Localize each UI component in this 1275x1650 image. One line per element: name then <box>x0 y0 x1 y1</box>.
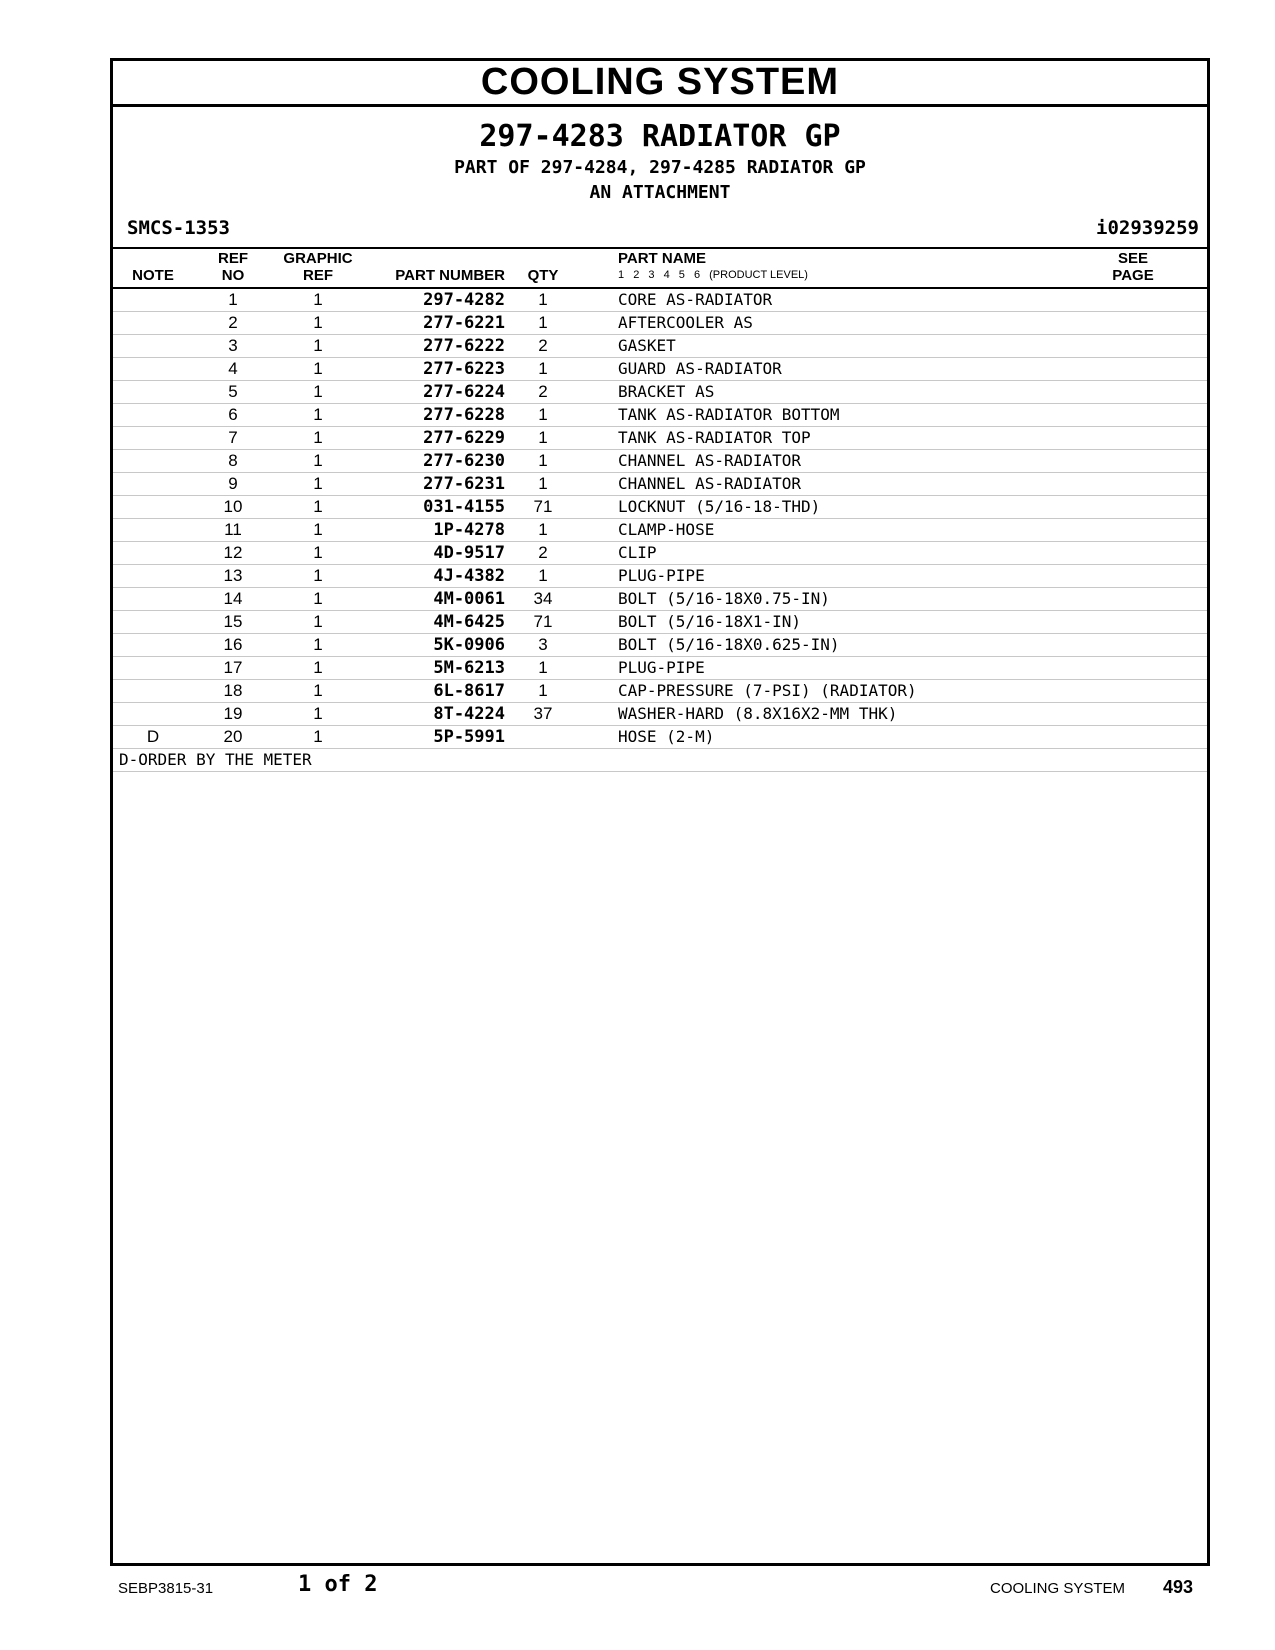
table-row <box>113 312 1207 335</box>
table-row <box>113 335 1207 358</box>
row-part-number: 277-6229 <box>423 428 505 448</box>
table-header <box>113 247 1207 289</box>
row-part-name: CHANNEL AS-RADIATOR <box>618 451 802 470</box>
header-graphic-line2: REF <box>303 267 333 284</box>
row-ref-no: 15 <box>223 612 243 631</box>
header-note: NOTE <box>132 267 174 284</box>
row-qty: 1 <box>538 451 548 470</box>
header-see-line2: PAGE <box>1112 267 1154 284</box>
row-part-name: AFTERCOOLER AS <box>618 313 753 332</box>
row-ref-no: 7 <box>228 428 238 447</box>
level-3: 3 <box>648 269 655 281</box>
table-row <box>113 404 1207 427</box>
row-ref-no: 5 <box>228 382 238 401</box>
row-part-name: LOCKNUT (5/16-18-THD) <box>618 497 821 516</box>
table-row <box>113 358 1207 381</box>
row-ref-no: 19 <box>223 704 243 723</box>
row-ref-no: 11 <box>224 520 242 539</box>
table-row <box>113 634 1207 657</box>
row-qty: 2 <box>538 336 548 355</box>
row-part-name: BOLT (5/16-18X0.75-IN) <box>618 589 830 608</box>
row-ref-no: 10 <box>223 497 243 516</box>
header-ref-line1: REF <box>218 250 248 267</box>
row-ref-no: 13 <box>223 566 243 585</box>
row-qty: 1 <box>538 359 548 378</box>
row-graphic-ref: 1 <box>313 727 323 746</box>
row-part-name: BRACKET AS <box>618 382 715 401</box>
header-part-number: PART NUMBER <box>395 267 505 284</box>
row-ref-no: 4 <box>228 359 238 378</box>
row-part-number: 277-6228 <box>423 405 505 425</box>
attachment-line: AN ATTACHMENT <box>589 182 731 203</box>
row-ref-no: 12 <box>223 543 243 562</box>
row-qty: 2 <box>538 382 548 401</box>
row-qty: 1 <box>538 681 548 700</box>
row-part-number: 5K-0906 <box>433 635 505 655</box>
table-row <box>113 542 1207 565</box>
row-part-name: PLUG-PIPE <box>618 658 705 677</box>
row-graphic-ref: 1 <box>313 681 323 700</box>
row-graphic-ref: 1 <box>313 520 323 539</box>
row-graphic-ref: 1 <box>313 566 323 585</box>
row-graphic-ref: 1 <box>313 451 323 470</box>
group-title: 297-4283 RADIATOR GP <box>479 119 841 154</box>
row-ref-no: 6 <box>228 405 238 424</box>
footnote: D-ORDER BY THE METER <box>113 749 1207 772</box>
table-row <box>113 657 1207 680</box>
row-ref-no: 17 <box>223 658 243 677</box>
header-graphic-line1: GRAPHIC <box>283 250 353 267</box>
product-levels <box>618 269 808 281</box>
row-part-name: CORE AS-RADIATOR <box>618 290 773 309</box>
row-graphic-ref: 1 <box>313 313 323 332</box>
parts-page-frame <box>110 58 1210 1566</box>
row-qty: 1 <box>538 658 548 677</box>
row-qty: 1 <box>538 566 548 585</box>
row-graphic-ref: 1 <box>313 405 323 424</box>
table-row <box>113 726 1207 749</box>
header-ref-no <box>208 250 258 284</box>
row-qty: 1 <box>538 520 548 539</box>
row-part-number: 4M-0061 <box>433 589 505 609</box>
product-level-label: (PRODUCT LEVEL) <box>709 269 808 281</box>
header-see-page <box>1103 250 1163 284</box>
row-qty: 2 <box>538 543 548 562</box>
row-part-number: 031-4155 <box>423 497 505 517</box>
row-ref-no: 16 <box>223 635 243 654</box>
row-graphic-ref: 1 <box>313 635 323 654</box>
smcs-code: SMCS-1353 <box>127 217 230 239</box>
row-graphic-ref: 1 <box>313 428 323 447</box>
row-part-number: 4J-4382 <box>433 566 505 586</box>
footer-doc-number: SEBP3815-31 <box>118 1580 214 1597</box>
row-graphic-ref: 1 <box>313 612 323 631</box>
header-ref-line2: NO <box>221 267 245 284</box>
table-row <box>113 565 1207 588</box>
row-part-number: 277-6223 <box>423 359 505 379</box>
row-qty: 34 <box>533 589 553 608</box>
table-row <box>113 427 1207 450</box>
footer-section: COOLING SYSTEM <box>990 1580 1126 1597</box>
row-part-number: 5P-5991 <box>433 727 505 747</box>
row-ref-no: 2 <box>228 313 238 332</box>
row-qty: 1 <box>538 405 548 424</box>
table-row <box>113 289 1207 312</box>
row-part-number: 4M-6425 <box>433 612 505 632</box>
row-graphic-ref: 1 <box>313 336 323 355</box>
row-graphic-ref: 1 <box>313 704 323 723</box>
table-row <box>113 703 1207 726</box>
row-part-name: CAP-PRESSURE (7-PSI) (RADIATOR) <box>618 681 917 700</box>
row-part-number: 277-6231 <box>423 474 505 494</box>
row-part-number: 277-6224 <box>423 382 505 402</box>
row-qty: 1 <box>538 290 548 309</box>
row-graphic-ref: 1 <box>313 474 323 493</box>
row-qty: 3 <box>538 635 548 654</box>
table-row <box>113 519 1207 542</box>
row-part-number: 6L-8617 <box>433 681 505 701</box>
page-footer <box>0 1568 1275 1608</box>
row-part-name: TANK AS-RADIATOR BOTTOM <box>618 405 840 424</box>
row-qty: 1 <box>538 313 548 332</box>
row-note: D <box>146 727 160 746</box>
footer-page-number: 493 <box>1163 1577 1194 1597</box>
parts-table-body <box>113 289 1207 749</box>
row-part-number: 5M-6213 <box>433 658 505 678</box>
row-ref-no: 3 <box>228 336 238 355</box>
row-part-number: 4D-9517 <box>433 543 505 563</box>
row-part-name: WASHER-HARD (8.8X16X2-MM THK) <box>618 704 898 723</box>
row-graphic-ref: 1 <box>313 497 323 516</box>
row-qty: 1 <box>538 428 548 447</box>
row-graphic-ref: 1 <box>313 359 323 378</box>
row-graphic-ref: 1 <box>313 658 323 677</box>
level-6: 6 <box>693 269 701 281</box>
row-part-name: BOLT (5/16-18X0.625-IN) <box>618 635 840 654</box>
row-qty: 71 <box>533 497 553 516</box>
part-of-line: PART OF 297-4284, 297-4285 RADIATOR GP <box>454 157 866 178</box>
table-row <box>113 473 1207 496</box>
row-qty: 37 <box>533 704 553 723</box>
level-5: 5 <box>678 269 685 281</box>
level-1: 1 <box>618 269 625 281</box>
row-part-number: 1P-4278 <box>433 520 505 540</box>
row-graphic-ref: 1 <box>313 382 323 401</box>
table-row <box>113 680 1207 703</box>
level-2: 2 <box>633 269 640 281</box>
row-ref-no: 8 <box>228 451 238 470</box>
table-row <box>113 450 1207 473</box>
row-ref-no: 20 <box>223 727 243 746</box>
row-part-number: 277-6221 <box>423 313 505 333</box>
table-row <box>113 381 1207 404</box>
level-4: 4 <box>663 269 670 281</box>
row-part-name: CLAMP-HOSE <box>618 520 715 539</box>
row-part-name: GASKET <box>618 336 676 355</box>
row-part-name: PLUG-PIPE <box>618 566 705 585</box>
table-row <box>113 611 1207 634</box>
row-part-number: 297-4282 <box>423 290 505 310</box>
header-part-name: PART NAME <box>618 250 707 267</box>
section-title: COOLING SYSTEM <box>113 61 1207 107</box>
row-part-number: 8T-4224 <box>433 704 505 724</box>
row-part-name: GUARD AS-RADIATOR <box>618 359 782 378</box>
row-part-number: 277-6230 <box>423 451 505 471</box>
row-part-number: 277-6222 <box>423 336 505 356</box>
row-ref-no: 1 <box>228 290 238 309</box>
row-graphic-ref: 1 <box>313 290 323 309</box>
row-part-name: HOSE (2-M) <box>618 727 715 746</box>
footer-page-of: 1 of 2 <box>298 1572 378 1597</box>
row-part-name: CLIP <box>618 543 657 562</box>
header-qty: QTY <box>527 267 559 284</box>
row-graphic-ref: 1 <box>313 589 323 608</box>
row-ref-no: 9 <box>228 474 238 493</box>
row-part-name: TANK AS-RADIATOR TOP <box>618 428 811 447</box>
row-qty: 71 <box>533 612 553 631</box>
header-see-line1: SEE <box>1117 250 1148 267</box>
row-graphic-ref: 1 <box>313 543 323 562</box>
table-row <box>113 588 1207 611</box>
row-part-name: BOLT (5/16-18X1-IN) <box>618 612 802 631</box>
header-graphic-ref <box>273 250 363 284</box>
row-qty: 1 <box>538 474 548 493</box>
meta-row <box>113 215 1207 247</box>
document-id: i02939259 <box>1096 217 1199 239</box>
row-part-name: CHANNEL AS-RADIATOR <box>618 474 802 493</box>
row-ref-no: 18 <box>223 681 243 700</box>
row-ref-no: 14 <box>223 589 243 608</box>
table-row <box>113 496 1207 519</box>
